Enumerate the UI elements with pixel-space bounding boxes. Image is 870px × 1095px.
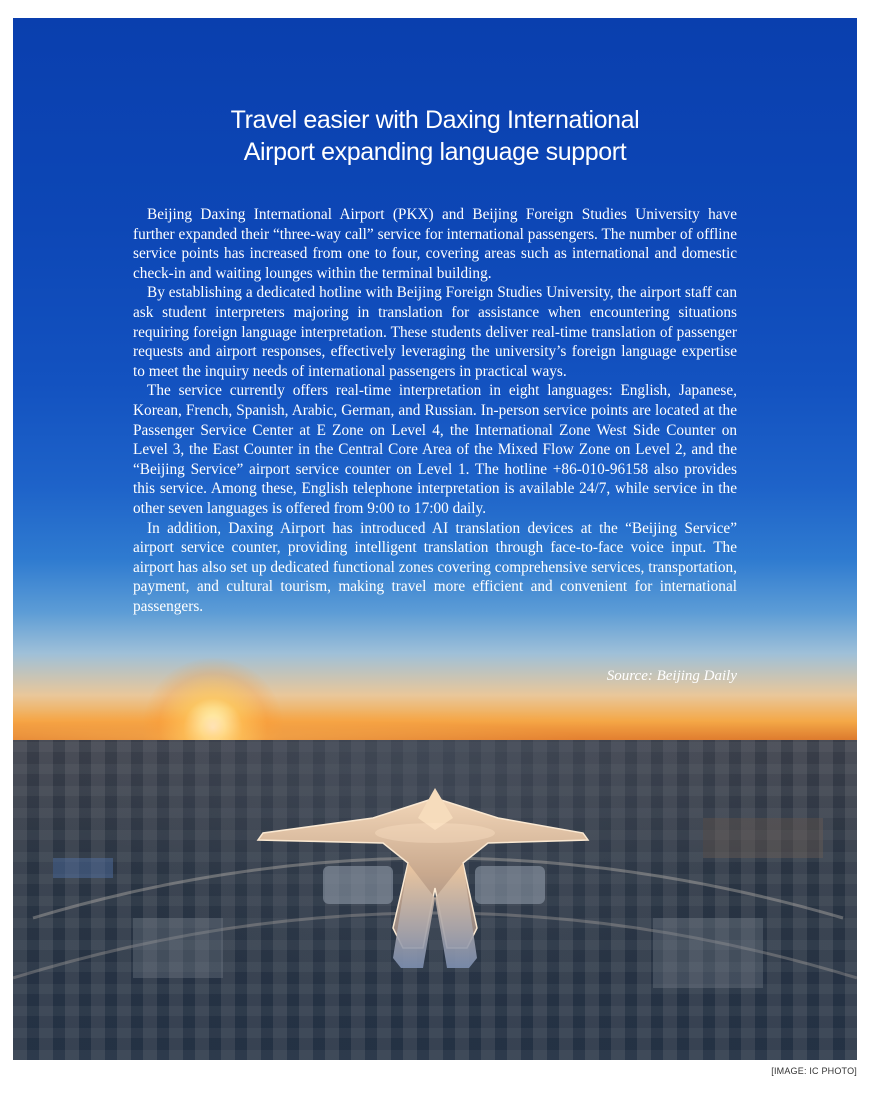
image-credit: [IMAGE: IC PHOTO] (771, 1066, 857, 1076)
paragraph-3: The service currently offers real-time interpretation in eight languages: English, Japanese, Korean, French, Spanish, Arabic, German, and Russian. In-person service points are located at the Passenger Service Center at E Zone on Level 4, the International Zone West Side Counter on Level 3, the East Counter in the Central Core Area of the Mixed Flow Zone on Level 2, and the “Beijing Service” airport service counter on Level 1. The hotline +86-010-96158 also provides this service. Among these, English telephone interpretation is available 24/7, while service in the other seven languages is offered from 9:00 to 17:00 daily. (133, 382, 737, 517)
paragraph-4: In addition, Daxing Airport has introduced AI translation devices at the “Beijing Service” airport service counter, providing intelligent translation through face-to-face voice input. The airport has also set up dedicated functional zones covering comprehensive services, transportation, payment, and cultural tourism, making travel more efficient and convenient for international passengers. (133, 519, 737, 615)
article-source: Source: Beijing Daily (606, 668, 737, 684)
article-title (13, 104, 857, 168)
title-line-1: Travel easier with Daxing International (230, 106, 640, 134)
title-line-2: Airport expanding language support (243, 138, 627, 166)
paragraph-1: Beijing Daxing International Airport (PKX) and Beijing Foreign Studies University have further expanded their “three-way call” service for international passengers. The number of offline service points has increased from one to four, covering areas such as international and domestic check-in and waiting lounges within the terminal building. (133, 206, 737, 282)
hero-background-photo (13, 18, 857, 1060)
paragraph-2: By establishing a dedicated hotline with Beijing Foreign Studies University, the airport staff can ask student interpreters majoring in translation for assistance when encountering situations requiring foreign language interpretation. These students deliver real-time translation of passenger requests and airport responses, effectively leveraging the university’s foreign language expertise to meet the inquiry needs of international passengers in practical ways. (133, 284, 737, 380)
article-body (133, 205, 737, 616)
